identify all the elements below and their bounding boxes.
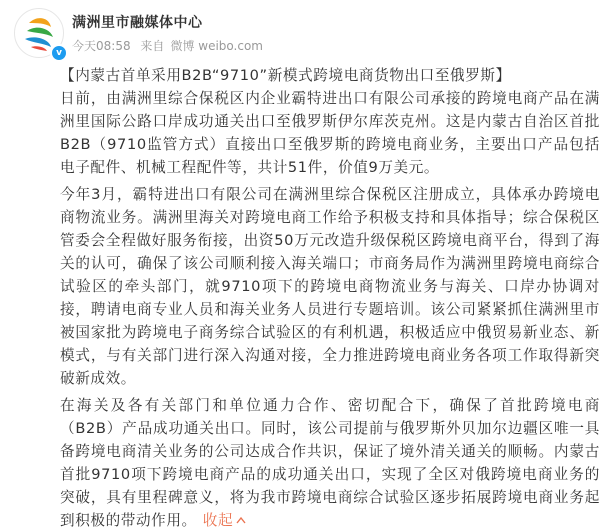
chevron-up-icon: [236, 516, 246, 524]
verified-badge-icon: v: [50, 44, 68, 62]
collapse-label: 收起: [202, 512, 234, 529]
account-name[interactable]: 满洲里市融媒体中心: [72, 15, 203, 31]
post-paragraph-1: 日前，由满洲里综合保税区内企业霸特进出口有限公司承接的跨境电商产品在满洲里国际公路口岸成功通关出口至俄罗斯伊尔库茨克州。这是内蒙古自治区首批B2B（9710监管方式）直接出口至俄罗斯的跨境电商业务，主要出口产品包括电子配件、机械工程配件等，共计51件，价值9万美元。: [60, 90, 600, 176]
post-header: [14, 8, 604, 68]
post-source[interactable]: 微博 weibo.com: [170, 39, 263, 53]
source-prefix: 来自: [140, 39, 165, 53]
post-paragraph-2: 今年3月，霸特进出口有限公司在满洲里综合保税区注册成立，具体承办跨境电商物流业务。满洲里海关对跨境电商工作给予积极支持和具体指导；综合保税区管委会全程做好服务衔接，出资50万元改造升级保税区跨境电商平台，得到了海关的认可，确保了该公司顺利接入海关端口；市商务局作为满洲里跨境电商综合试验区的牵头部门，就9710项下的跨境电商物流业务与海关、口岸办协调对接，聘请电商专业人员和海关业务人员进行专题培训。该公司紧紧抓住满洲里市被国家批为跨境电子商务综合试验区的有利机遇，积极适应中俄贸易新业态、新模式，与有关部门进行深入沟通对接，全力推进跨境电商业务各项工作取得新突破新成效。: [60, 186, 600, 387]
post-content: [60, 64, 600, 532]
post-paragraph-3: [60, 394, 600, 532]
post-title: 【内蒙古首单采用B2B“9710”新模式跨境电商货物出口至俄罗斯】: [60, 67, 511, 84]
post-paragraph-3-text: 在海关及各有关部门和单位通力合作、密切配合下，确保了首批跨境电商（B2B）产品成功通关出口。同时，该公司提前与俄罗斯外贝加尔边疆区唯一具备跨境电商清关业务的公司达成合作共识，保证了境外清关通关的顺畅。内蒙古首批9710项下跨境电商产品的成功通关出口，实现了全区对俄跨境电商业务的突破，具有里程碑意义，将为我市跨境电商综合试验区逐步拓展跨境电商业务起到积极的带动作用。: [60, 397, 600, 529]
post-time[interactable]: 今天08:58: [72, 39, 131, 53]
post-meta: [72, 37, 269, 54]
